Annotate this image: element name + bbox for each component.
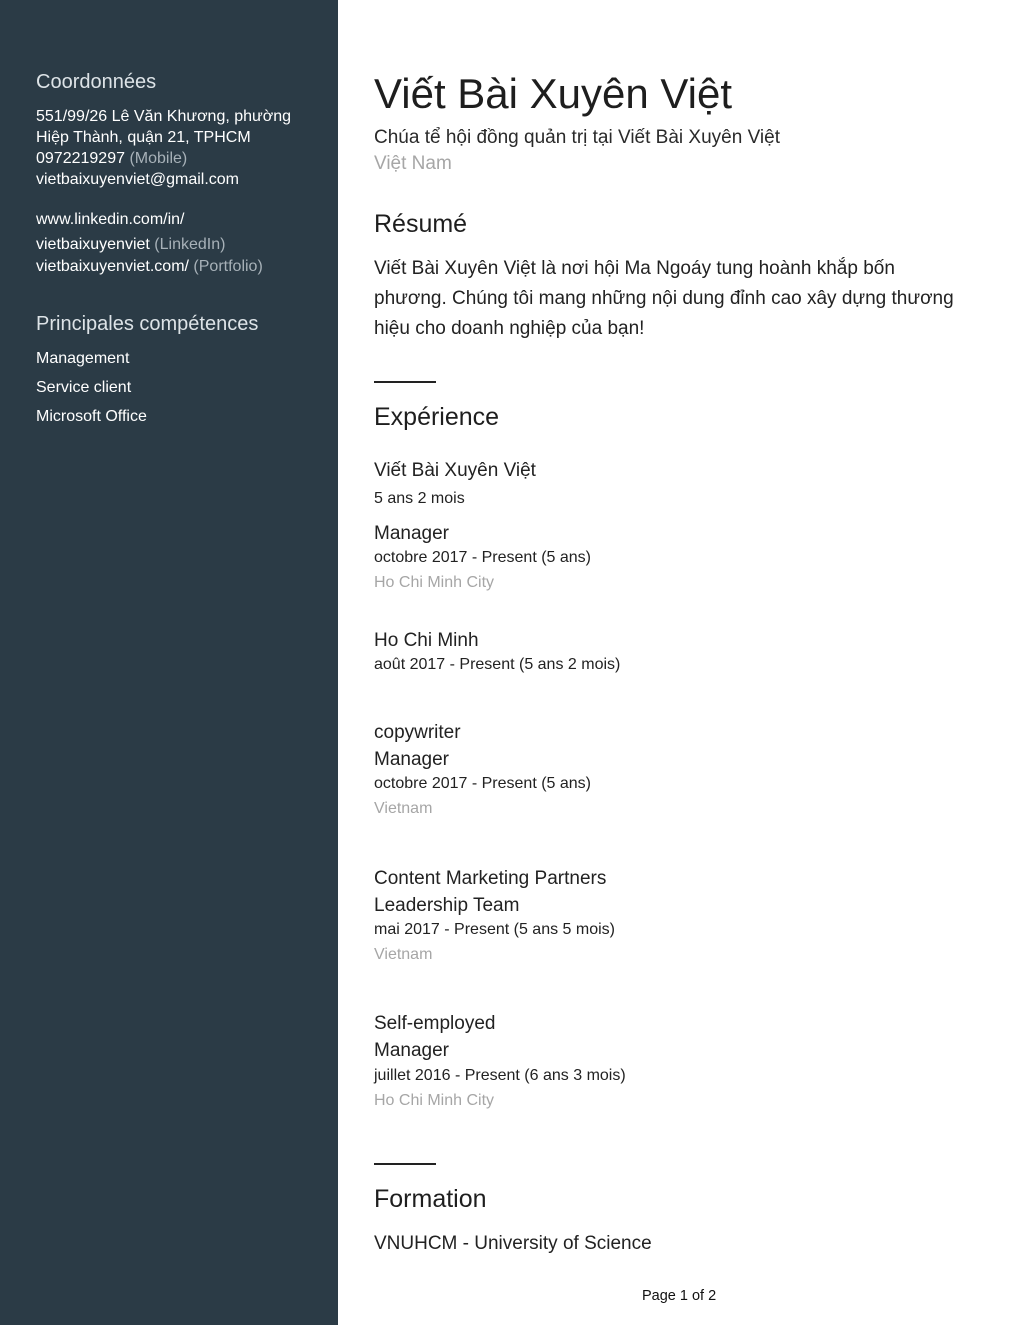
phone-type: (Mobile) — [129, 150, 188, 167]
company-name: Self-employed — [374, 1013, 496, 1034]
linkedin-link-line-2[interactable]: vietbaixuyenviet — [36, 236, 150, 253]
company-name: copywriter — [374, 722, 461, 743]
job-dates: juillet 2016 - Present (6 ans 3 mois) — [374, 1067, 626, 1084]
phone-number: 0972219297 — [36, 150, 125, 167]
experience-heading: Expérience — [374, 403, 500, 431]
contact-heading: Coordonnées — [36, 71, 157, 93]
linkedin-type: (LinkedIn) — [154, 236, 226, 253]
linkedin-line-2 — [36, 236, 225, 254]
profile-headline: Chúa tể hội đồng quản trị tại Viết Bài Xuyên Việt — [374, 127, 780, 148]
section-divider — [374, 1163, 436, 1165]
skills-heading: Principales compétences — [36, 313, 259, 335]
portfolio-link[interactable]: vietbaixuyenviet.com/ — [36, 258, 189, 275]
job-dates: octobre 2017 - Present (5 ans) — [374, 775, 592, 792]
company-name: Content Marketing Partners — [374, 868, 607, 889]
phone-line — [36, 150, 187, 168]
profile-location: Việt Nam — [374, 153, 452, 174]
company-name: Viết Bài Xuyên Việt — [374, 460, 536, 481]
profile-name: Viết Bài Xuyên Việt — [374, 70, 733, 117]
portfolio-type: (Portfolio) — [193, 258, 263, 275]
sidebar — [0, 0, 338, 1325]
page-number: Page 1 of 2 — [642, 1288, 717, 1304]
education-heading: Formation — [374, 1185, 487, 1213]
job-title: Manager — [374, 523, 449, 544]
linkedin-link-line-1[interactable]: www.linkedin.com/in/ — [36, 211, 185, 228]
summary-heading: Résumé — [374, 210, 468, 238]
skill-item: Microsoft Office — [36, 408, 147, 425]
job-dates: octobre 2017 - Present (5 ans) — [374, 549, 592, 566]
company-total-duration: 5 ans 2 mois — [374, 490, 465, 507]
skill-item: Management — [36, 350, 130, 367]
section-divider — [374, 381, 436, 383]
portfolio-line — [36, 258, 263, 276]
job-dates: août 2017 - Present (5 ans 2 mois) — [374, 656, 621, 673]
job-title: Ho Chi Minh — [374, 630, 479, 651]
job-location: Vietnam — [374, 946, 433, 963]
address-line-2: Hiệp Thành, quận 21, TPHCM — [36, 129, 251, 146]
skill-item: Service client — [36, 379, 132, 396]
address-line-1: 551/99/26 Lê Văn Khương, phường — [36, 108, 292, 125]
job-title: Manager — [374, 1040, 449, 1061]
job-title: Leadership Team — [374, 895, 520, 916]
email-link[interactable]: vietbaixuyenviet@gmail.com — [36, 171, 239, 188]
school-name: VNUHCM - University of Science — [374, 1233, 652, 1254]
job-location: Ho Chi Minh City — [374, 1092, 495, 1109]
summary-line: Viết Bài Xuyên Việt là nơi hội Ma Ngoáy tung hoành khắp bốn — [374, 258, 895, 279]
summary-line: hiệu cho doanh nghiệp của bạn! — [374, 318, 645, 339]
job-title: Manager — [374, 749, 449, 770]
job-location: Ho Chi Minh City — [374, 574, 495, 591]
job-dates: mai 2017 - Present (5 ans 5 mois) — [374, 921, 615, 938]
summary-line: phương. Chúng tôi mang những nội dung đỉnh cao xây dựng thương — [374, 288, 954, 309]
job-location: Vietnam — [374, 800, 433, 817]
